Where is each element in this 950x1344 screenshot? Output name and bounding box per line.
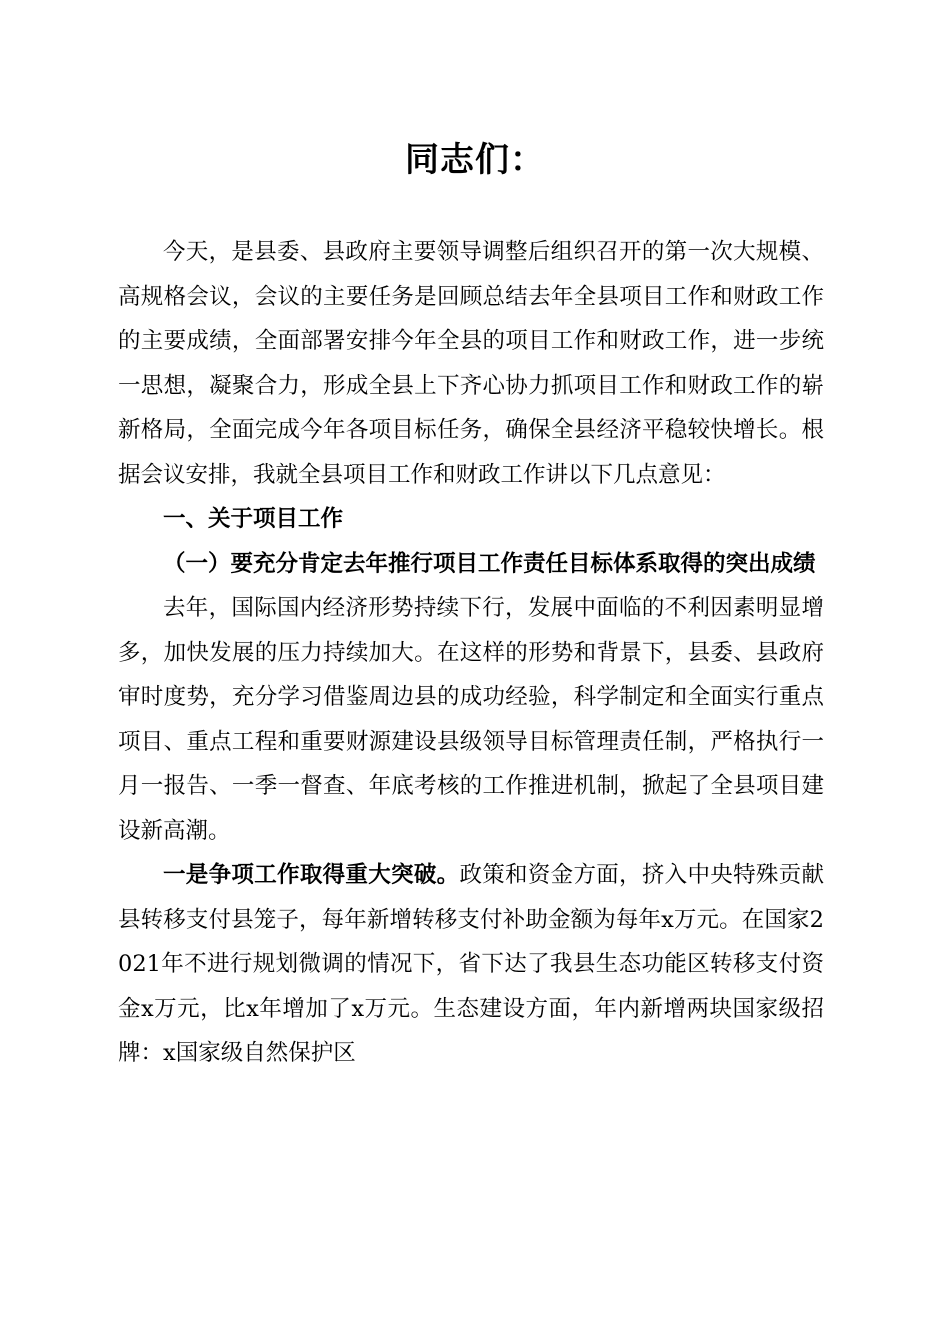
breakthrough-paragraph bbox=[118, 853, 824, 1076]
document-body bbox=[118, 230, 824, 1076]
achievements-paragraph: 去年，国际国内经济形势持续下行，发展中面临的不利因素明显增多，加快发展的压力持续加大。在这样的形势和背景下，县委、县政府审时度势，充分学习借鉴周边县的成功经验，科学制定和全面实行重点项目、重点工程和重要财源建设县级领导目标管理责任制，严格执行一月一报告、一季一督查、年底考核的工作推进机制，掀起了全县项目建设新高潮。 bbox=[118, 595, 824, 844]
document-title: 同志们： bbox=[405, 140, 545, 180]
section-heading-project-work: 一、关于项目工作 bbox=[163, 506, 344, 532]
intro-paragraph: 今天，是县委、县政府主要领导调整后组织召开的第一次大规模、高规格会议，会议的主要任务是回顾总结去年全县项目工作和财政工作的主要成绩，全面部署安排今年全县的项目工作和财政工作，进一步统一思想，凝聚合力，形成全县上下齐心协力抓项目工作和财政工作的崭新格局，全面完成今年各项目标任务，确保全县经济平稳较快增长。根据会议安排，我就全县项目工作和财政工作讲以下几点意见： bbox=[118, 239, 824, 488]
breakthrough-text: 政策和资金方面，挤入中央特殊贡献县转移支付县笼子，每年新增转移支付补助金额为每年x万元。在国家2021年不进行规划微调的情况下，省下达了我县生态功能区转移支付资金x万元，比x年增加了x万元。生态建设方面，年内新增两块国家级招牌：x国家级自然保护区 bbox=[118, 862, 824, 1066]
subsection-heading-achievements: （一）要充分肯定去年推行项目工作责任目标体系取得的突出成绩 bbox=[163, 550, 816, 577]
breakthrough-lead: 一是争项工作取得重大突破。 bbox=[163, 862, 460, 888]
